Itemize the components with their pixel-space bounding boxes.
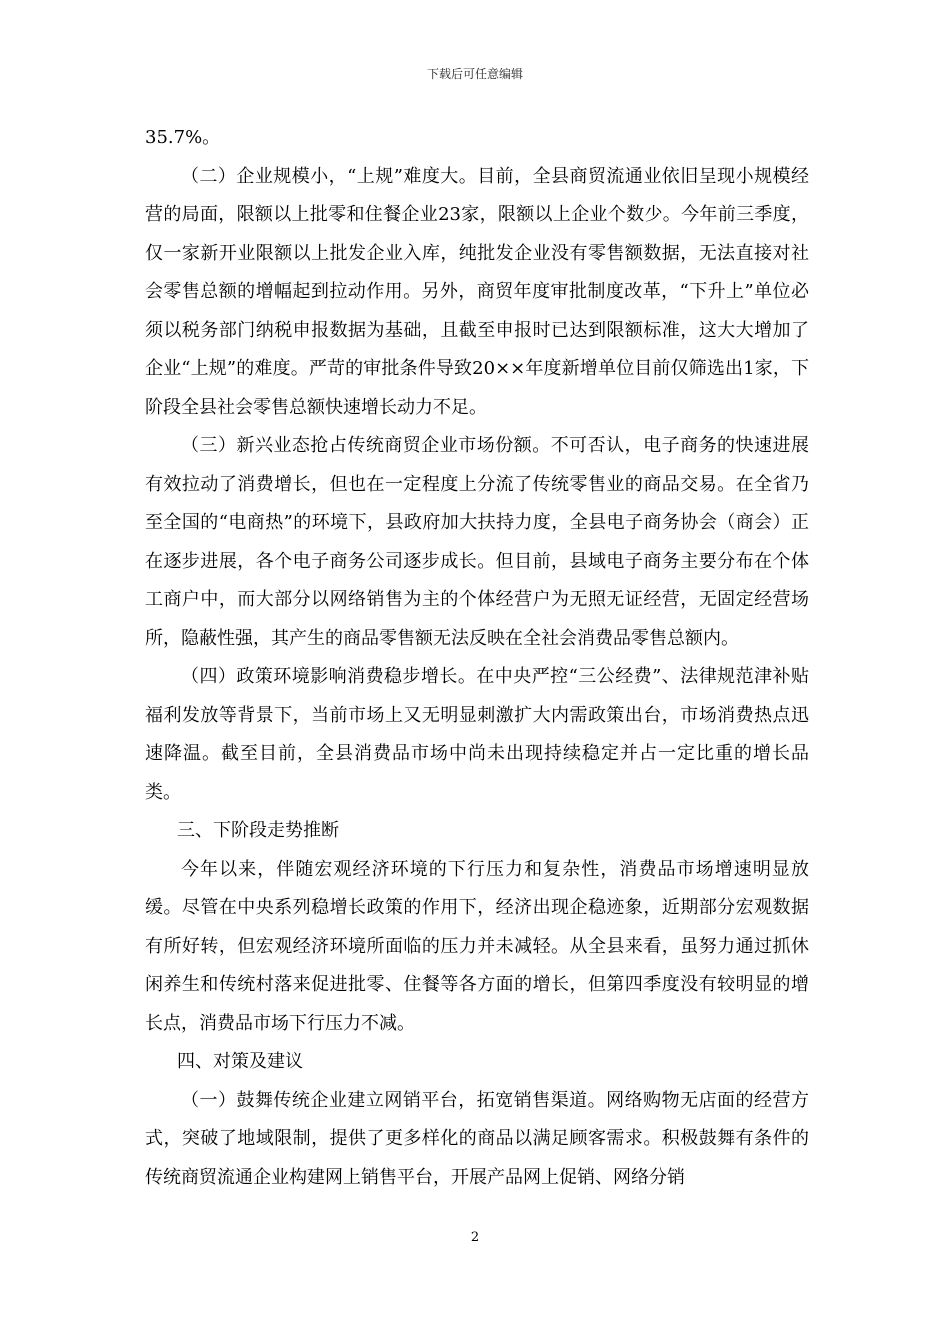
page-header-note: 下载后可任意编辑 xyxy=(426,67,523,81)
paragraph-section-2-3: （三）新兴业态抢占传统商贸企业市场份额。不可否认，电子商务的快速进展有效拉动了消费增长，但也在一定程度上分流了传统零售业的商品交易。在全省乃至全国的“电商热”的环境下，县政府加大扶持力度，全县电子商务协会（商会）正在逐步进展，各个电子商务公司逐步成长。但目前，县域电子商务主要分布在个体工商户中，而大部分以网络销售为主的个体经营户为无照无证经营，无固定经营场所，隐蔽性强，其产生的商品零售额无法反映在全社会消费品零售总额内。 xyxy=(145,435,809,649)
paragraph-section-3: 今年以来，伴随宏观经济环境的下行压力和复杂性，消费品市场增速明显放缓。尽管在中央系列稳增长政策的作用下，经济出现企稳迹象，近期部分宏观数据有所好转，但宏观经济环境所面临的压力并未减轻。从全县来看，虽努力通过抓休闲养生和传统村落来促进批零、住餐等各方面的增长，但第四季度没有较明显的增长点，消费品市场下行压力不减。 xyxy=(145,858,809,1034)
section-heading-3: 三、下阶段走势推断 xyxy=(177,820,339,841)
page-number: 2 xyxy=(470,1230,480,1245)
paragraph-section-4-1: （一）鼓舞传统企业建立网销平台，拓宽销售渠道。网络购物无店面的经营方式，突破了地域限制，提供了更多样化的商品以满足顾客需求。积极鼓舞有条件的传统商贸流通企业构建网上销售平台，开展产品网上促销、网络分销 xyxy=(145,1089,809,1188)
paragraph-section-2-4: （四）政策环境影响消费稳步增长。在中央严控“三公经费”、法律规范津补贴福利发放等背景下，当前市场上又无明显刺激扩大内需政策出台，市场消费热点迅速降温。截至目前，全县消费品市场中尚未出现持续稳定并占一定比重的增长品类。 xyxy=(145,666,809,803)
paragraph-section-2-2: （二）企业规模小，“上规”难度大。目前，全县商贸流通业依旧呈现小规模经营的局面，限额以上批零和住餐企业23家，限额以上企业个数少。今年前三季度，仅一家新开业限额以上批发企业入库，纯批发企业没有零售额数据，无法直接对社会零售总额的增幅起到拉动作用。另外，商贸年度审批制度改革，“下升上”单位必须以税务部门纳税申报数据为基础，且截至申报时已达到限额标准，这大大增加了企业“上规”的难度。严苛的审批条件导致20××年度新增单位目前仅筛选出1家，下阶段全县社会零售总额快速增长动力不足。 xyxy=(145,165,809,418)
document-body xyxy=(145,119,809,1197)
section-heading-4: 四、对策及建议 xyxy=(177,1051,303,1072)
paragraph-continuation: 35.7%。 xyxy=(145,127,221,148)
